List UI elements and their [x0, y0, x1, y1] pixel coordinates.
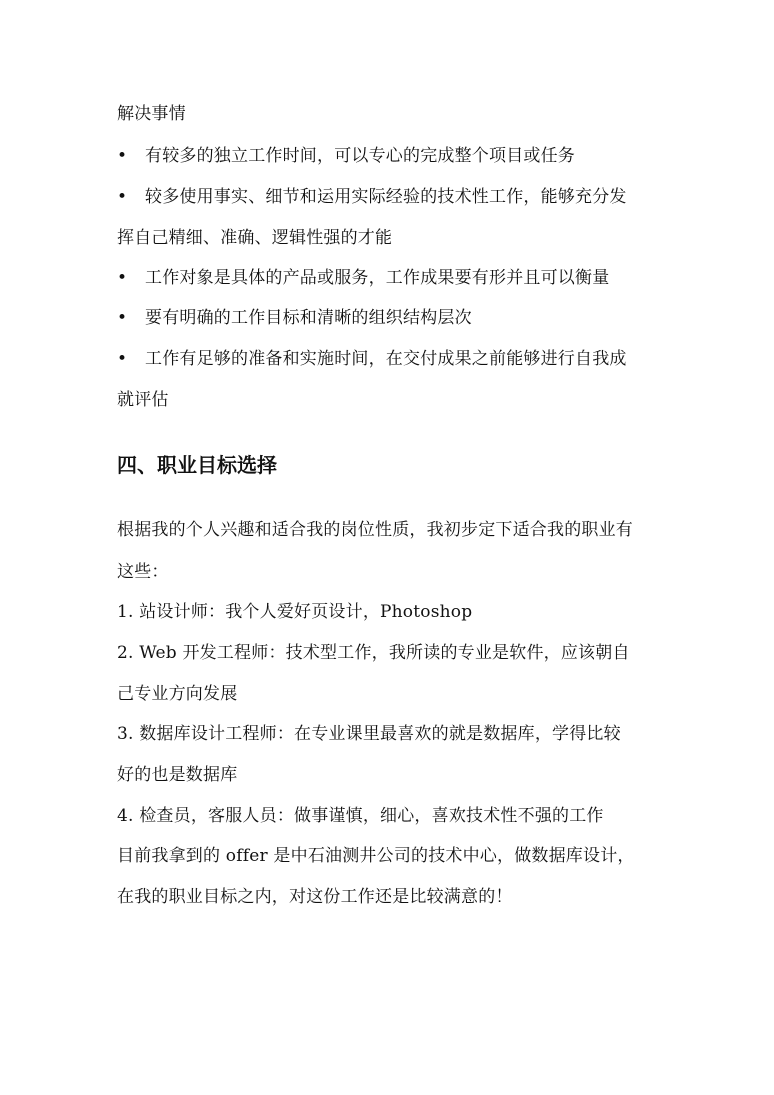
bullet-item [117, 267, 609, 289]
list-item: 2. Web 开发工程师：技术型工作，我所读的专业是软件，应该朝自 [117, 643, 630, 663]
list-item: 1. 站设计师：我个人爱好页设计，Photoshop [117, 602, 473, 622]
bullet-icon: • [117, 187, 128, 207]
bullet-item [117, 348, 627, 370]
bullet-icon: • [117, 268, 128, 288]
bullet-item [117, 186, 627, 208]
bullet-text: 工作对象是具体的产品或服务，工作成果要有形并且可以衡量 [145, 268, 610, 288]
paragraph-line: 就评估 [117, 390, 169, 410]
paragraph-line: 解决事情 [117, 104, 186, 124]
bullet-item [117, 145, 575, 167]
paragraph-line: 好的也是数据库 [117, 765, 238, 785]
bullet-icon: • [117, 349, 128, 369]
list-item: 4. 检查员，客服人员：做事谨慎，细心，喜欢技术性不强的工作 [117, 806, 604, 826]
bullet-icon: • [117, 146, 128, 166]
bullet-text: 工作有足够的准备和实施时间，在交付成果之前能够进行自我成 [145, 349, 627, 369]
paragraph-line: 挥自己精细、准确、逻辑性强的才能 [117, 228, 393, 248]
paragraph-line: 己专业方向发展 [117, 684, 238, 704]
paragraph-line: 根据我的个人兴趣和适合我的岗位性质，我初步定下适合我的职业有 [117, 520, 633, 540]
paragraph-line: 目前我拿到的 offer 是中石油测井公司的技术中心，做数据库设计， [117, 846, 635, 866]
bullet-item [117, 307, 472, 329]
paragraph-line: 在我的职业目标之内，对这份工作还是比较满意的！ [117, 887, 513, 907]
paragraph-line: 这些： [117, 562, 169, 582]
bullet-text: 较多使用事实、细节和运用实际经验的技术性工作，能够充分发 [145, 187, 627, 207]
list-item: 3. 数据库设计工程师：在专业课里最喜欢的就是数据库，学得比较 [117, 724, 621, 744]
bullet-text: 要有明确的工作目标和清晰的组织结构层次 [145, 308, 472, 328]
section-heading: 四、职业目标选择 [117, 453, 277, 477]
bullet-icon: • [117, 308, 128, 328]
bullet-text: 有较多的独立工作时间，可以专心的完成整个项目或任务 [145, 146, 575, 166]
